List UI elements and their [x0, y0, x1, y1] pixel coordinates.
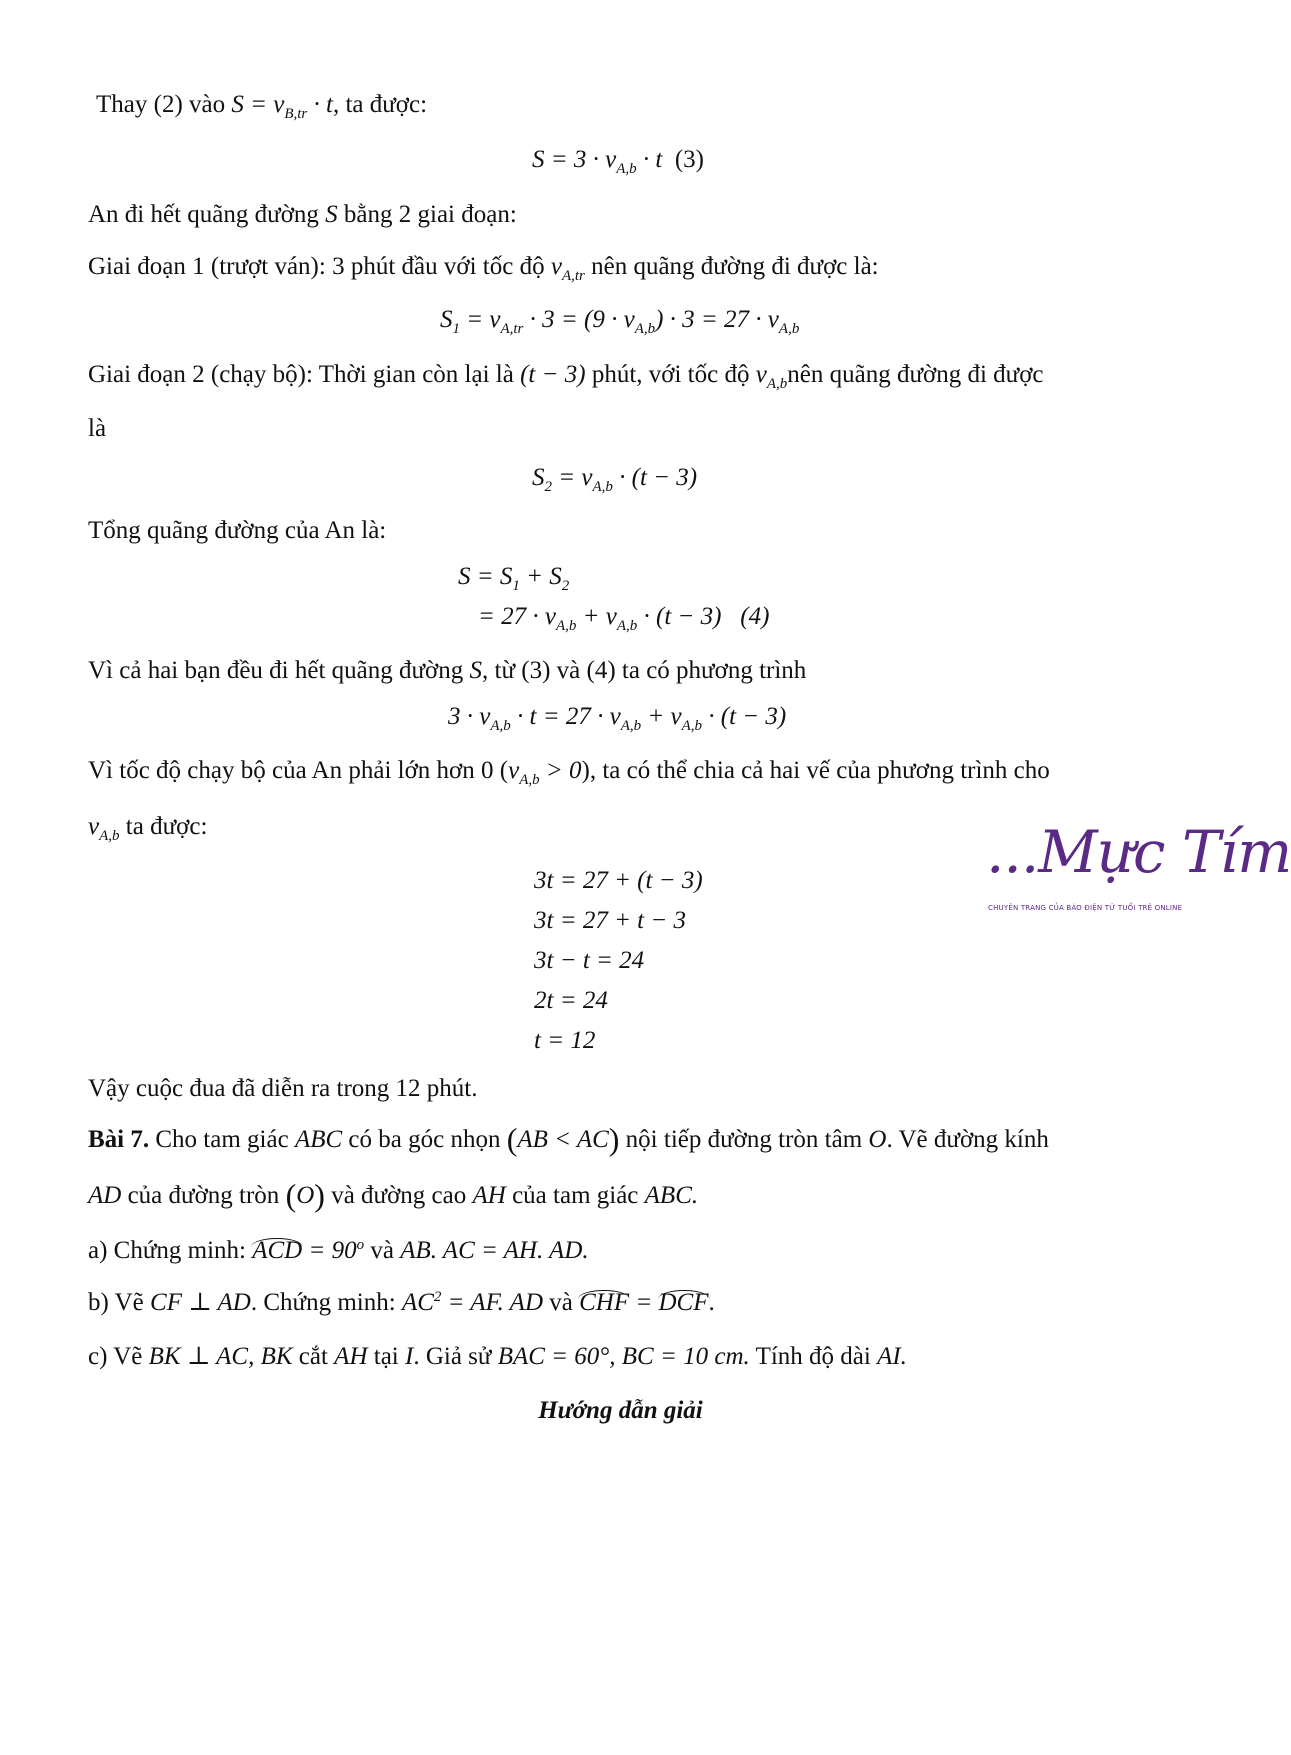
logo-tagline: CHUYÊN TRANG CỦA BÁO ĐIỆN TỬ TUỔI TRẺ ONLINE [988, 904, 1183, 912]
line-12: Vì cả hai bạn đều đi hết quãng đường S, từ (3) và (4) ta có phương trình [88, 657, 807, 684]
equation-sum-2: = $27 \cdot v_{A,b} + v_{A,b} \cdot (t - 3)$ (4) [478, 603, 770, 634]
step-5: t = 12 [534, 1027, 596, 1054]
var-v-atr: $v_{A,tr}$ [550, 253, 585, 284]
equation-main: $3 \cdot v_{A,b} \cdot t = 27 \cdot v_{A,b} + v_{A,b} \cdot (t - 3)$ [448, 703, 787, 734]
equation-number: (4) [740, 603, 770, 630]
text: Thay (2) vào [96, 91, 232, 118]
conclusion: Vậy cuộc đua đã diễn ra trong 12 phút. [88, 1075, 478, 1102]
line-14: Vì tốc độ chạy bộ của An phải lớn hơn 0 $(v_{A,b} > 0)$, ta có thể chia cả hai vế của phương trình cho [88, 757, 1050, 788]
logo-wordmark: ...Mực Tím [986, 818, 1291, 886]
t-minus-3: (t − 3) [520, 361, 586, 388]
guide-heading: Hướng dẫn giải [538, 1397, 703, 1424]
var-v-ab: $v_{A,b}$ [755, 361, 788, 392]
var-s: S [325, 201, 338, 228]
question-b: b) Vẽ CF ⊥ AD. Chứng minh: $AC^2$ = AF. AD và CHF = DCF. [88, 1289, 715, 1316]
equation-number: (3) [674, 146, 704, 173]
line-6: Giai đoạn 2 (chạy bộ): Thời gian còn lại là (t − 3) phút, với tốc độ $v_{A,b}nên$ quãng đường đi được [88, 361, 1044, 392]
step-1: 3t = 27 + (t − 3) [534, 867, 703, 894]
arc-acd: ACD [252, 1237, 303, 1264]
step-3: 3t − t = 24 [534, 947, 645, 974]
line-1: Thay (2) vào $S = v_{B,tr} \cdot t$, ta được: [96, 91, 428, 122]
arc-dcf: DCF [658, 1289, 709, 1316]
muc-tim-logo [986, 818, 1291, 918]
exercise-label: Bài 7. [88, 1126, 150, 1153]
step-2: 3t = 27 + t − 3 [534, 907, 687, 934]
bai7-line-1: Bài 7. Cho tam giác ABC có ba góc nhọn (AB < AC) nội tiếp đường tròn tâm O. Vẽ đường kính [88, 1121, 1049, 1157]
equation-sum-1: $S = S_1 + S_2$ [458, 563, 570, 594]
equation-3 [532, 145, 704, 175]
formula: $S = 3 \cdot v_{A,b} \cdot t$ [532, 146, 663, 177]
question-c: c) Vẽ BK ⊥ AC, BK cắt AH tại I. Giả sử BAC = 60°, BC = 10 cm. Tính độ dài AI. [88, 1343, 907, 1370]
line-9: Tổng quãng đường của An là: [88, 517, 387, 544]
equation-s2: $S_2 = v_{A,b} \cdot (t - 3)$ [532, 464, 698, 495]
step-4: 2t = 24 [534, 987, 608, 1014]
equation-s1: $S_1 = v_{A,tr} \cdot 3 = (9 \cdot v_{A,b}) \cdot 3 = 27 \cdot v_{A,b}$ [440, 306, 800, 337]
question-a: a) Chứng minh: ACD = $90^o$ và AB. AC = AH. AD. [88, 1237, 589, 1264]
arc-chf: CHF [579, 1289, 630, 1316]
line-3: An đi hết quãng đường S bằng 2 giai đoạn: [88, 201, 517, 228]
bai7-line-2: AD của đường tròn (O) và đường cao AH của tam giác ABC. [88, 1177, 699, 1213]
line-15: $v_{A,b}$ ta được: [88, 813, 208, 844]
line-4: Giai đoạn 1 (trượt ván): 3 phút đầu với tốc độ $v_{A,tr}$ nên quãng đường đi được là: [88, 253, 879, 284]
line-7: là [88, 415, 107, 442]
formula-s-vbtr: $S = v_{B,tr} \cdot t$ [231, 91, 333, 122]
